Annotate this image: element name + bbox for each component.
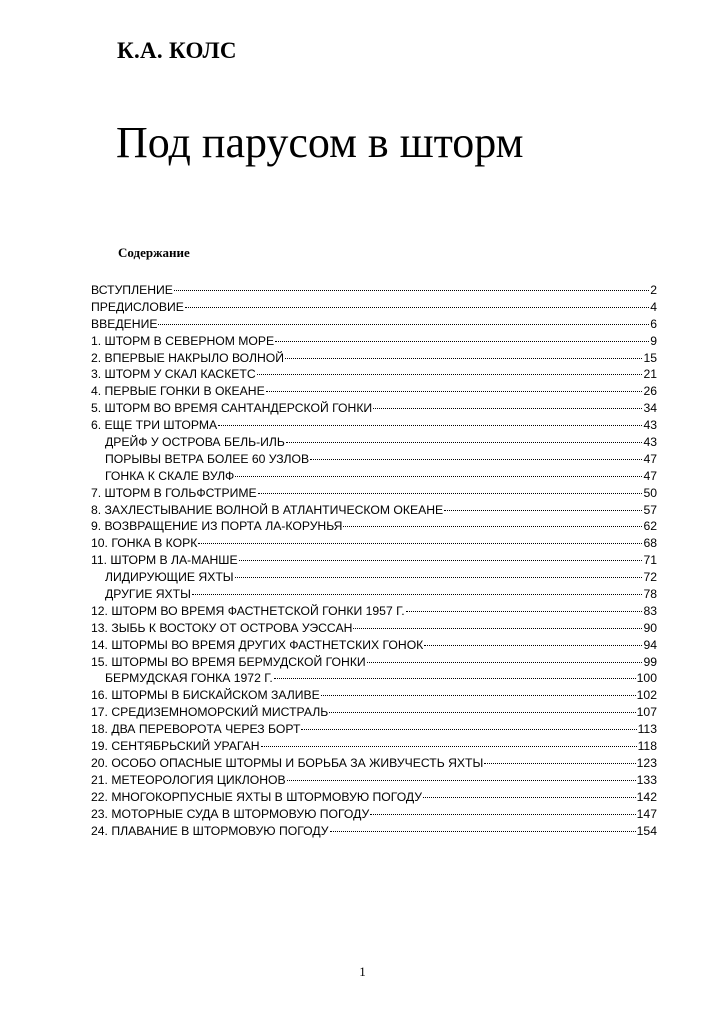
toc-entry[interactable] <box>91 383 657 400</box>
toc-entry-page: 4 <box>650 299 657 314</box>
toc-entry[interactable] <box>91 350 657 367</box>
toc-entry[interactable] <box>91 502 657 519</box>
toc-entry-label: 9. ВОЗВРАЩЕНИЕ ИЗ ПОРТА ЛА-КОРУНЬЯ <box>91 519 343 534</box>
toc-entry[interactable] <box>91 518 657 535</box>
dot-leader <box>257 374 643 375</box>
dot-leader <box>373 408 642 409</box>
dot-leader <box>301 729 636 730</box>
toc-entry-page: 21 <box>643 367 657 382</box>
toc-subentry[interactable] <box>91 434 657 451</box>
toc-entry-page: 26 <box>643 384 657 399</box>
toc-entry[interactable] <box>91 316 657 333</box>
toc-entry-label: 14. ШТОРМЫ ВО ВРЕМЯ ДРУГИХ ФАСТНЕТСКИХ ГОНОК <box>91 637 424 652</box>
toc-entry-page: 78 <box>643 587 657 602</box>
toc-entry[interactable] <box>91 366 657 383</box>
toc-entry[interactable] <box>91 417 657 434</box>
dot-leader <box>287 780 636 781</box>
toc-entry-page: 107 <box>636 705 657 720</box>
dot-leader <box>310 459 642 460</box>
toc-entry-label: 3. ШТОРМ У СКАЛ КАСКЕТС <box>91 367 256 382</box>
toc-entry-label: 2. ВПЕРВЫЕ НАКРЫЛО ВОЛНОЙ <box>91 350 285 365</box>
toc-entry-label: ДРЕЙФ У ОСТРОВА БЕЛЬ-ИЛЬ <box>105 435 285 450</box>
dot-leader <box>321 695 636 696</box>
toc-entry-label: 8. ЗАХЛЕСТЫВАНИЕ ВОЛНОЙ В АТЛАНТИЧЕСКОМ ОКЕАНЕ <box>91 502 444 517</box>
toc-entry[interactable] <box>91 721 657 738</box>
dot-leader <box>261 746 637 747</box>
book-title: Под парусом в шторм <box>116 118 524 167</box>
toc-entry-label: 11. ШТОРМ В ЛА-МАНШЕ <box>91 553 238 568</box>
toc-entry[interactable] <box>91 704 657 721</box>
dot-leader <box>406 611 643 612</box>
toc-entry-label: ДРУГИЕ ЯХТЫ <box>105 587 191 602</box>
toc-entry-label: 7. ШТОРМ В ГОЛЬФСТРИМЕ <box>91 485 257 500</box>
toc-entry[interactable] <box>91 333 657 350</box>
toc-subentry[interactable] <box>91 569 657 586</box>
toc-entry[interactable] <box>91 620 657 637</box>
toc-entry-page: 123 <box>636 755 657 770</box>
toc-entry-label: 6. ЕЩЕ ТРИ ШТОРМА <box>91 418 218 433</box>
toc-entry-page: 113 <box>637 722 657 737</box>
toc-entry-label: ПОРЫВЫ ВЕТРА БОЛЕЕ 60 УЗЛОВ <box>105 451 310 466</box>
toc-entry-label: 24. ПЛАВАНИЕ В ШТОРМОВУЮ ПОГОДУ <box>91 823 329 838</box>
toc-entry-page: 34 <box>643 401 657 416</box>
dot-leader <box>266 391 643 392</box>
toc-entry-label: 18. ДВА ПЕРЕВОРОТА ЧЕРЕЗ БОРТ <box>91 722 301 737</box>
toc-entry-label: 10. ГОНКА В КОРК <box>91 536 198 551</box>
dot-leader <box>285 358 642 359</box>
dot-leader <box>424 645 642 646</box>
dot-leader <box>275 341 649 342</box>
dot-leader <box>192 594 643 595</box>
toc-entry-page: 43 <box>643 435 657 450</box>
toc-entry[interactable] <box>91 789 657 806</box>
toc-entry-page: 83 <box>643 603 657 618</box>
toc-entry-label: ЛИДИРУЮЩИЕ ЯХТЫ <box>105 570 234 585</box>
dot-leader <box>198 543 642 544</box>
toc-entry-page: 15 <box>643 350 657 365</box>
page-number: 1 <box>359 964 366 979</box>
toc-entry-label: 16. ШТОРМЫ В БИСКАЙСКОМ ЗАЛИВЕ <box>91 688 320 703</box>
dot-leader <box>235 476 642 477</box>
dot-leader <box>258 493 643 494</box>
dot-leader <box>185 307 649 308</box>
toc-entry-page: 43 <box>643 418 657 433</box>
toc-entry-page: 72 <box>643 570 657 585</box>
toc-entry-page: 100 <box>636 671 657 686</box>
toc-entry-label: 21. МЕТЕОРОЛОГИЯ ЦИКЛОНОВ <box>91 772 286 787</box>
toc-entry-page: 90 <box>643 620 657 635</box>
toc-entry-page: 57 <box>643 502 657 517</box>
toc-entry-page: 102 <box>636 688 657 703</box>
toc-entry-page: 62 <box>643 519 657 534</box>
toc-entry-label: ВВЕДЕНИЕ <box>91 316 158 331</box>
dot-leader <box>484 763 635 764</box>
dot-leader <box>329 712 635 713</box>
dot-leader <box>343 526 642 527</box>
toc-entry[interactable] <box>91 755 657 772</box>
toc-entry-page: 47 <box>643 468 657 483</box>
toc-entry-label: 17. СРЕДИЗЕМНОМОРСКИЙ МИСТРАЛЬ <box>91 705 329 720</box>
toc-entry-label: 13. ЗЫБЬ К ВОСТОКУ ОТ ОСТРОВА УЭССАН <box>91 620 353 635</box>
dot-leader <box>218 425 642 426</box>
author-name: К.А. КОЛС <box>117 38 237 63</box>
table-of-contents <box>91 282 657 839</box>
toc-entry-page: 68 <box>643 536 657 551</box>
dot-leader <box>239 560 643 561</box>
toc-subentry[interactable] <box>91 451 657 468</box>
toc-entry[interactable] <box>91 806 657 823</box>
toc-entry-page: 71 <box>643 553 657 568</box>
toc-entry[interactable] <box>91 654 657 671</box>
toc-entry-page: 142 <box>636 789 657 804</box>
toc-entry-page: 147 <box>636 806 657 821</box>
toc-entry-page: 2 <box>650 283 657 297</box>
toc-entry-label: 22. МНОГОКОРПУСНЫЕ ЯХТЫ В ШТОРМОВУЮ ПОГОДУ <box>91 789 423 804</box>
dot-leader <box>174 290 649 291</box>
toc-entry[interactable] <box>91 603 657 620</box>
dot-leader <box>423 797 636 798</box>
toc-entry-page: 9 <box>650 333 657 348</box>
toc-entry-page: 118 <box>637 739 657 754</box>
toc-entry-page: 94 <box>643 637 657 652</box>
toc-entry-label: 5. ШТОРМ ВО ВРЕМЯ САНТАНДЕРСКОЙ ГОНКИ <box>91 401 373 416</box>
toc-entry-page: 99 <box>643 654 657 669</box>
dot-leader <box>444 510 642 511</box>
dot-leader <box>370 814 635 815</box>
dot-leader <box>286 442 643 443</box>
toc-entry[interactable] <box>91 535 657 552</box>
dot-leader <box>274 678 636 679</box>
toc-entry-label: 15. ШТОРМЫ ВО ВРЕМЯ БЕРМУДСКОЙ ГОНКИ <box>91 654 366 669</box>
toc-entry-label: ПРЕДИСЛОВИЕ <box>91 299 184 314</box>
toc-entry-label: БЕРМУДСКАЯ ГОНКА 1972 Г. <box>105 671 273 686</box>
toc-entry[interactable] <box>91 552 657 569</box>
toc-entry-page: 154 <box>636 823 657 838</box>
toc-entry-page: 133 <box>636 772 657 787</box>
toc-entry[interactable] <box>91 687 657 704</box>
toc-entry-page: 47 <box>643 451 657 466</box>
toc-entry[interactable] <box>91 299 657 316</box>
toc-entry-label: 12. ШТОРМ ВО ВРЕМЯ ФАСТНЕТСКОЙ ГОНКИ 1957 Г. <box>91 603 405 618</box>
toc-entry-label: 4. ПЕРВЫЕ ГОНКИ В ОКЕАНЕ <box>91 384 265 399</box>
toc-entry-label: ГОНКА К СКАЛЕ ВУЛФ <box>105 468 235 483</box>
toc-subentry[interactable] <box>91 586 657 603</box>
dot-leader <box>330 831 636 832</box>
toc-subentry[interactable] <box>91 670 657 687</box>
toc-entry-label: 1. ШТОРМ В СЕВЕРНОМ МОРЕ <box>91 333 275 348</box>
dot-leader <box>158 324 649 325</box>
toc-entry[interactable] <box>91 823 657 840</box>
toc-entry-label: 23. МОТОРНЫЕ СУДА В ШТОРМОВУЮ ПОГОДУ <box>91 806 370 821</box>
toc-entry[interactable] <box>91 400 657 417</box>
toc-entry[interactable] <box>91 637 657 654</box>
dot-leader <box>367 662 643 663</box>
dot-leader <box>353 628 642 629</box>
toc-entry[interactable] <box>91 485 657 502</box>
toc-entry[interactable] <box>91 738 657 755</box>
toc-entry-label: 20. ОСОБО ОПАСНЫЕ ШТОРМЫ И БОРЬБА ЗА ЖИВУЧЕСТЬ ЯХТЫ <box>91 755 484 770</box>
toc-heading: Содержание <box>118 245 190 260</box>
toc-entry-label: 19. СЕНТЯБРЬСКИЙ УРАГАН <box>91 739 260 754</box>
toc-entry-label: ВСТУПЛЕНИЕ <box>91 283 173 297</box>
toc-entry[interactable] <box>91 282 657 299</box>
toc-entry-page: 6 <box>650 316 657 331</box>
toc-entry[interactable] <box>91 772 657 789</box>
toc-entry-page: 50 <box>643 485 657 500</box>
toc-subentry[interactable] <box>91 468 657 485</box>
dot-leader <box>235 577 643 578</box>
